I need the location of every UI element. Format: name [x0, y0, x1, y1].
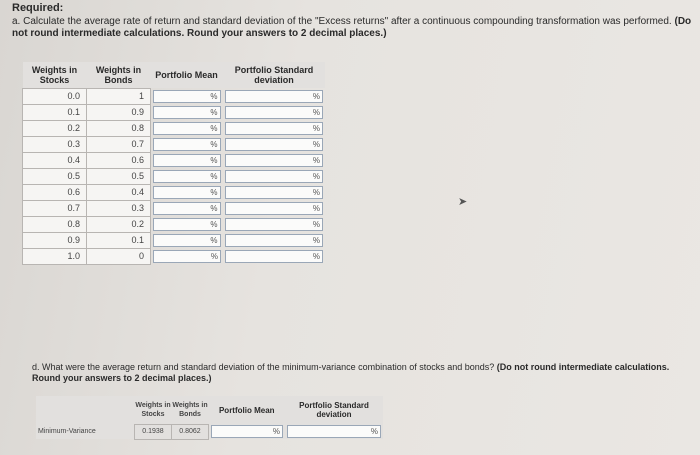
table-row — [23, 184, 326, 200]
weight-bonds-cell: 0.5 — [87, 168, 151, 184]
mv-row — [36, 424, 383, 439]
table-row — [23, 120, 326, 136]
percent-sign: % — [210, 251, 218, 261]
percent-sign: % — [272, 427, 280, 436]
weight-stocks-cell: 0.4 — [23, 152, 87, 168]
portfolio-mean-input[interactable] — [153, 202, 221, 215]
header-portfolio-mean: Portfolio Mean — [151, 62, 224, 88]
percent-sign: % — [312, 155, 320, 165]
table-row — [23, 136, 326, 152]
percent-sign: % — [210, 235, 218, 245]
weight-bonds-cell: 0.8 — [87, 120, 151, 136]
weight-bonds-cell: 0.7 — [87, 136, 151, 152]
weight-bonds-cell: 0 — [87, 248, 151, 264]
required-heading: Required: — [12, 2, 64, 14]
table-row — [23, 152, 326, 168]
portfolio-sd-input[interactable] — [225, 154, 323, 167]
table-row — [23, 200, 326, 216]
mv-weight-stocks: 0.1938 — [135, 424, 172, 439]
portfolio-sd-input[interactable] — [225, 218, 323, 231]
min-variance-table — [36, 396, 384, 440]
percent-sign: % — [210, 139, 218, 149]
portfolio-table-body — [23, 88, 326, 264]
part-a-text: a. Calculate the average rate of return and standard deviation of the "Excess returns" after a continuous compounding transformation was performed. — [12, 16, 672, 27]
header-portfolio-sd: Portfolio Standard deviation — [223, 62, 325, 88]
portfolio-mean-input[interactable] — [153, 218, 221, 231]
percent-sign: % — [312, 107, 320, 117]
portfolio-mean-input[interactable] — [153, 234, 221, 247]
portfolio-sd-input[interactable] — [225, 106, 323, 119]
mv-mean-input[interactable] — [211, 425, 283, 438]
table-row — [23, 216, 326, 232]
table-row — [23, 88, 326, 104]
weight-stocks-cell: 0.7 — [23, 200, 87, 216]
percent-sign: % — [312, 219, 320, 229]
table-row — [23, 168, 326, 184]
weight-stocks-cell: 0.1 — [23, 104, 87, 120]
portfolio-mean-input[interactable] — [153, 90, 221, 103]
weight-stocks-cell: 0.6 — [23, 184, 87, 200]
weight-stocks-cell: 1.0 — [23, 248, 87, 264]
portfolio-mean-input[interactable] — [153, 170, 221, 183]
header-weights-stocks: Weights in Stocks — [23, 62, 87, 88]
percent-sign: % — [370, 427, 378, 436]
portfolio-table — [22, 62, 326, 265]
percent-sign: % — [210, 219, 218, 229]
percent-sign: % — [210, 203, 218, 213]
mv-sd-input[interactable] — [287, 425, 381, 438]
weight-bonds-cell: 0.2 — [87, 216, 151, 232]
percent-sign: % — [312, 123, 320, 133]
mv-weight-bonds: 0.8062 — [172, 424, 209, 439]
portfolio-mean-input[interactable] — [153, 154, 221, 167]
percent-sign: % — [312, 251, 320, 261]
weight-bonds-cell: 0.1 — [87, 232, 151, 248]
percent-sign: % — [312, 91, 320, 101]
mv-header-portfolio-mean: Portfolio Mean — [209, 396, 286, 424]
mv-header-blank — [36, 396, 135, 424]
weight-stocks-cell: 0.0 — [23, 88, 87, 104]
portfolio-sd-input[interactable] — [225, 138, 323, 151]
percent-sign: % — [210, 171, 218, 181]
percent-sign: % — [312, 139, 320, 149]
mv-header-weights-stocks: Weights in Stocks — [135, 396, 172, 424]
percent-sign: % — [210, 155, 218, 165]
mv-header-portfolio-sd: Portfolio Standard deviation — [285, 396, 383, 424]
portfolio-sd-input[interactable] — [225, 202, 323, 215]
weight-bonds-cell: 0.3 — [87, 200, 151, 216]
portfolio-mean-input[interactable] — [153, 106, 221, 119]
weight-bonds-cell: 0.9 — [87, 104, 151, 120]
weight-stocks-cell: 0.9 — [23, 232, 87, 248]
portfolio-mean-input[interactable] — [153, 250, 221, 263]
mv-row-label: Minimum-Variance — [36, 424, 135, 439]
percent-sign: % — [312, 235, 320, 245]
weight-stocks-cell: 0.5 — [23, 168, 87, 184]
portfolio-mean-input[interactable] — [153, 186, 221, 199]
percent-sign: % — [210, 123, 218, 133]
percent-sign: % — [210, 107, 218, 117]
percent-sign: % — [312, 171, 320, 181]
table-row — [23, 232, 326, 248]
part-a-bold-note: (Do not round intermediate calculations. Round your answers to 2 decimal places.) — [12, 16, 692, 39]
percent-sign: % — [210, 187, 218, 197]
part-d-bold-note: (Do not round intermediate calculations. Round your answers to 2 decimal places.) — [32, 362, 670, 383]
portfolio-sd-input[interactable] — [225, 186, 323, 199]
portfolio-sd-input[interactable] — [225, 122, 323, 135]
weight-stocks-cell: 0.3 — [23, 136, 87, 152]
table-row — [23, 248, 326, 264]
part-d-text: d. What were the average return and standard deviation of the minimum-variance combination of stocks and bonds? — [32, 362, 495, 372]
weight-stocks-cell: 0.8 — [23, 216, 87, 232]
portfolio-sd-input[interactable] — [225, 90, 323, 103]
weight-bonds-cell: 0.6 — [87, 152, 151, 168]
weight-bonds-cell: 0.4 — [87, 184, 151, 200]
percent-sign: % — [312, 203, 320, 213]
weight-bonds-cell: 1 — [87, 88, 151, 104]
percent-sign: % — [312, 187, 320, 197]
part-a-instructions — [12, 16, 692, 40]
portfolio-mean-input[interactable] — [153, 122, 221, 135]
portfolio-sd-input[interactable] — [225, 250, 323, 263]
portfolio-sd-input[interactable] — [225, 170, 323, 183]
mouse-cursor-icon: ➤ — [458, 196, 468, 208]
header-weights-bonds: Weights in Bonds — [87, 62, 151, 88]
portfolio-mean-input[interactable] — [153, 138, 221, 151]
percent-sign: % — [210, 91, 218, 101]
mv-header-weights-bonds: Weights in Bonds — [172, 396, 209, 424]
weight-stocks-cell: 0.2 — [23, 120, 87, 136]
table-row — [23, 104, 326, 120]
part-d-instructions — [32, 362, 672, 384]
portfolio-sd-input[interactable] — [225, 234, 323, 247]
